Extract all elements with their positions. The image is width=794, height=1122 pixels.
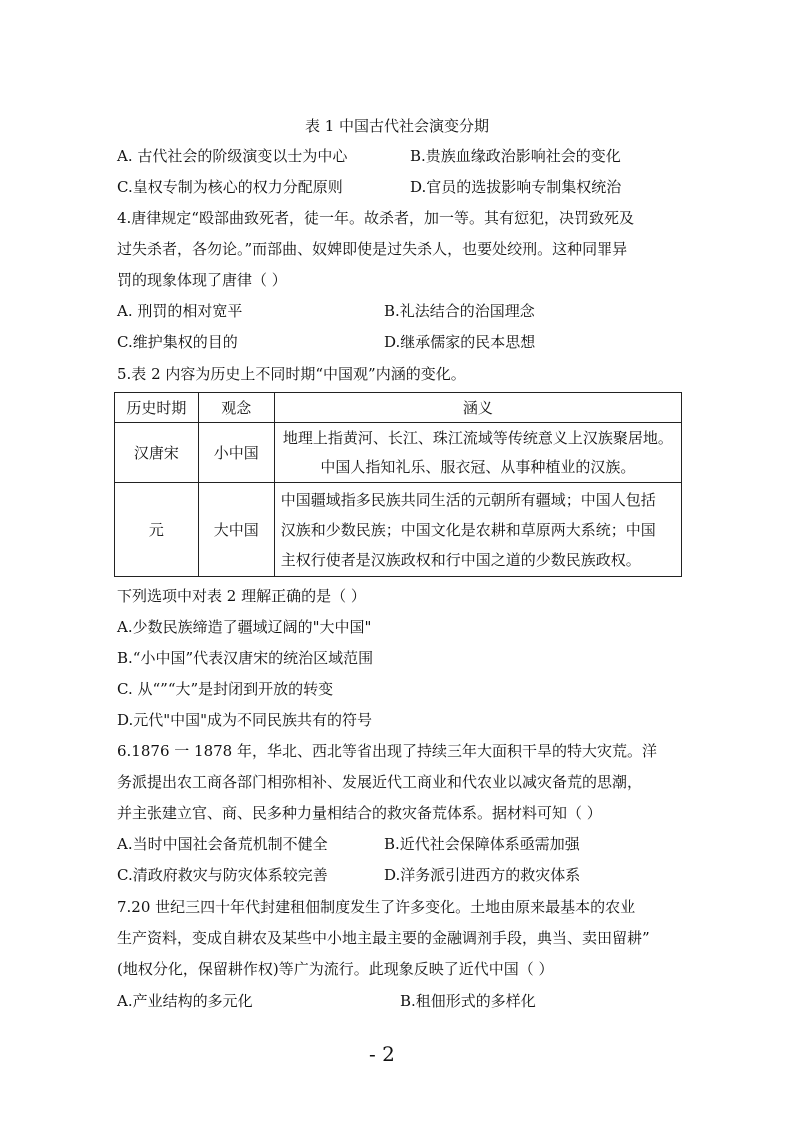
q6-stem-line-2: 务派提出农工商各部门相弥相补、发展近代工商业和代农业以减灾备荒的思潮， bbox=[117, 773, 643, 791]
q4-stem-line-2: 过失杀者，各勿论。”而部曲、奴婢即使是过失杀人，也要处绞刑。这种同罪异 bbox=[117, 240, 628, 258]
cell-period: 元 bbox=[115, 483, 199, 577]
q4-stem-line-3: 罚的现象体现了唐律（ ） bbox=[117, 271, 287, 289]
q7-stem-line-1: 7.20 世纪三四十年代封建租佃制度发生了许多变化。土地由原来最基本的农业 bbox=[117, 898, 636, 916]
meaning-line: 中国人指知礼乐、服衣冠、从事种植业的汉族。 bbox=[320, 457, 636, 476]
header-period: 历史时期 bbox=[115, 393, 199, 423]
q3-option-c: C.皇权专制为核心的权力分配原则 bbox=[117, 178, 343, 196]
table-row bbox=[115, 483, 682, 577]
table-row bbox=[115, 423, 682, 483]
header-meaning: 涵义 bbox=[274, 393, 681, 423]
meaning-line: 主权行使者是汉族政权和行中国之道的少数民族政权。 bbox=[280, 550, 641, 569]
cell-period: 汉唐宋 bbox=[115, 423, 199, 483]
q6-option-c: C.清政府救灾与防灾体系较完善 bbox=[117, 866, 328, 884]
header-concept: 观念 bbox=[198, 393, 274, 423]
q4-option-a: A. 刑罚的相对宽平 bbox=[117, 302, 243, 320]
q5-option-a: A.少数民族缔造了疆域辽阔的"大中国" bbox=[117, 618, 372, 636]
cell-meaning bbox=[274, 483, 681, 577]
q6-stem-line-1: 6.1876 一 1878 年，华北、西北等省出现了持续三年大面积干旱的特大灾荒。洋 bbox=[117, 742, 657, 760]
meaning-line: 中国疆域指多民族共同生活的元朝所有疆域；中国人包括 bbox=[280, 490, 656, 509]
q4-option-b: B.礼法结合的治国理念 bbox=[384, 302, 535, 320]
q4-option-d: D.继承儒家的民本思想 bbox=[384, 333, 536, 351]
table-2 bbox=[114, 392, 682, 577]
q3-option-a: A. 古代社会的阶级演变以士为中心 bbox=[117, 147, 348, 165]
q6-option-b: B.近代社会保障体系亟需加强 bbox=[384, 835, 580, 853]
q4-option-c: C.维护集权的目的 bbox=[117, 333, 238, 351]
q3-option-b: B.贵族血缘政治影响社会的变化 bbox=[410, 147, 621, 165]
cell-concept: 大中国 bbox=[198, 483, 274, 577]
q6-stem-line-3: 并主张建立官、商、民多种力量相结合的救灾备荒体系。据材料可知（ ） bbox=[117, 804, 602, 822]
q5-stem: 5.表 2 内容为历史上不同时期“中国观”内涵的变化。 bbox=[117, 365, 466, 383]
page-number: - 2 bbox=[369, 1042, 395, 1066]
q5-option-d: D.元代"中国"成为不同民族共有的符号 bbox=[117, 711, 373, 729]
q5-option-c: C. 从“”“大”是封闭到开放的转变 bbox=[117, 680, 334, 698]
q7-option-a: A.产业结构的多元化 bbox=[117, 992, 253, 1010]
meaning-line: 地理上指黄河、长江、珠江流域等传统意义上汉族聚居地。 bbox=[282, 428, 673, 447]
table-1-caption: 表 1 中国古代社会演变分期 bbox=[304, 117, 490, 135]
q5-question: 下列选项中对表 2 理解正确的是（ ） bbox=[117, 587, 366, 605]
cell-meaning bbox=[274, 423, 681, 483]
q6-option-d: D.洋务派引进西方的救灾体系 bbox=[384, 866, 581, 884]
q4-stem-line-1: 4.唐律规定“殴部曲致死者，徒一年。故杀者，加一等。其有愆犯，决罚致死及 bbox=[117, 209, 634, 227]
q7-stem-line-3: (地权分化，保留耕作权)等广为流行。此现象反映了近代中国（ ） bbox=[117, 960, 554, 978]
q6-option-a: A.当时中国社会备荒机制不健全 bbox=[117, 835, 328, 853]
q7-option-b: B.租佃形式的多样化 bbox=[400, 992, 536, 1010]
q3-option-d: D.官员的选拔影响专制集权统治 bbox=[410, 178, 622, 196]
q7-stem-line-2: 生产资料，变成自耕农及某些中小地主最主要的金融调剂手段，典当、卖田留耕” bbox=[117, 929, 650, 947]
table-header-row bbox=[115, 393, 682, 423]
q5-option-b: B.“小中国”代表汉唐宋的统治区域范围 bbox=[117, 649, 374, 667]
meaning-line: 汉族和少数民族；中国文化是农耕和草原两大系统；中国 bbox=[280, 520, 656, 539]
cell-concept: 小中国 bbox=[198, 423, 274, 483]
